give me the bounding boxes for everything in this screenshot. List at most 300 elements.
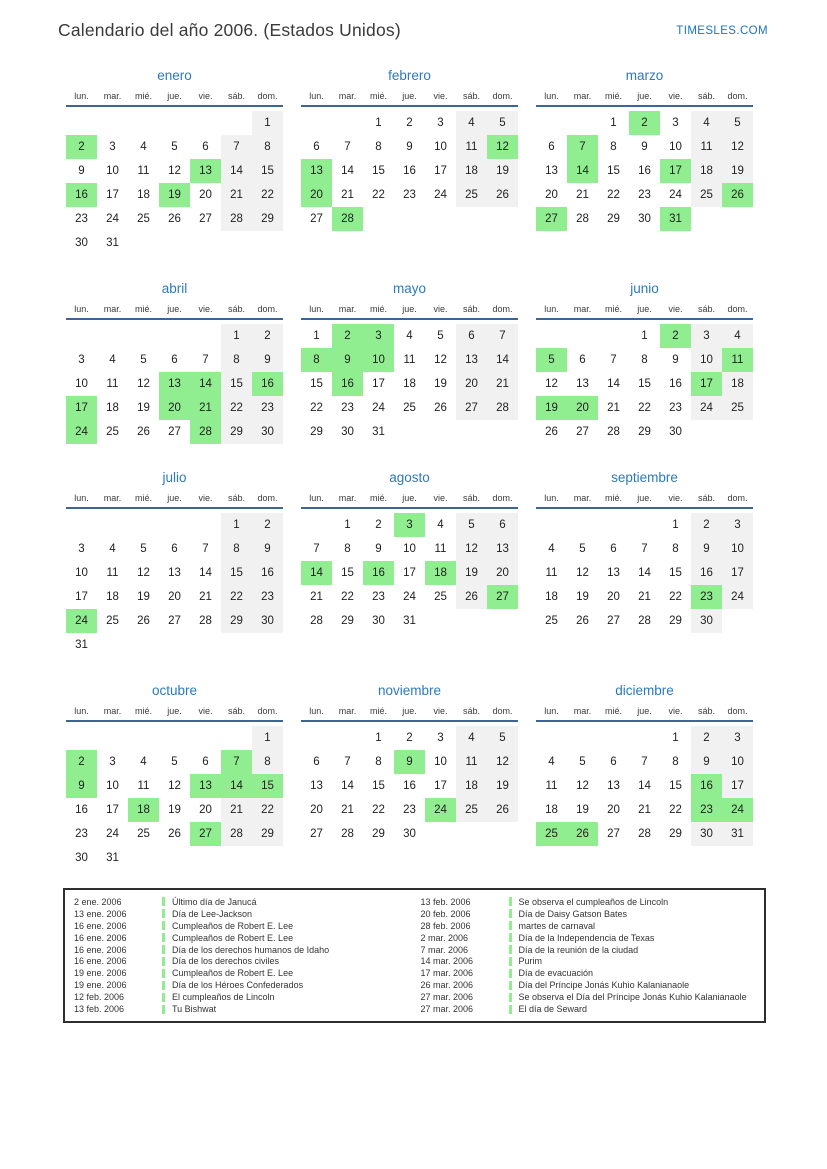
day-cell: 8 bbox=[344, 543, 351, 555]
empty-day-cell bbox=[722, 420, 753, 444]
day-cell: 20 bbox=[607, 804, 620, 816]
day-cell: 26 bbox=[168, 828, 181, 840]
day-cell: 9 bbox=[406, 141, 413, 153]
holiday-marker-icon bbox=[162, 897, 165, 906]
day-cell: 2 bbox=[66, 135, 97, 159]
day-cell: 27 bbox=[310, 213, 323, 225]
day-cell: 1 bbox=[375, 117, 382, 129]
weekday-header: dom. bbox=[492, 304, 513, 314]
holiday-marker-icon bbox=[509, 969, 512, 978]
weekday-header: vie. bbox=[668, 706, 683, 716]
empty-day-cell bbox=[487, 420, 518, 444]
holiday-marker-icon bbox=[509, 933, 512, 942]
day-cell: 22 bbox=[252, 798, 283, 822]
month-header-rule bbox=[301, 318, 518, 320]
day-cell: 9 bbox=[66, 774, 97, 798]
empty-day-cell bbox=[97, 324, 128, 348]
legend-date: 19 ene. 2006 bbox=[74, 980, 127, 991]
day-cell: 27 bbox=[607, 828, 620, 840]
day-cell: 4 bbox=[437, 519, 444, 531]
month-header-rule bbox=[66, 318, 283, 320]
legend-date: 7 mar. 2006 bbox=[420, 944, 469, 955]
day-cell: 15 bbox=[252, 774, 283, 798]
day-cell: 16 bbox=[252, 561, 283, 585]
weekday-header-row bbox=[301, 304, 518, 318]
day-cell: 12 bbox=[456, 537, 487, 561]
day-cell: 11 bbox=[545, 567, 558, 579]
day-cell: 20 bbox=[545, 189, 558, 201]
legend-holiday-name: martes de carnaval bbox=[518, 920, 596, 931]
day-cell: 4 bbox=[406, 330, 413, 342]
weekday-header: jue. bbox=[167, 493, 182, 503]
day-cell: 25 bbox=[434, 591, 447, 603]
day-cell: 25 bbox=[137, 828, 150, 840]
weekday-header: mié. bbox=[369, 493, 387, 503]
day-cell: 30 bbox=[252, 420, 283, 444]
day-cell: 4 bbox=[109, 354, 116, 366]
holiday-marker-icon bbox=[509, 993, 512, 1002]
day-cell: 15 bbox=[669, 780, 682, 792]
day-cell: 10 bbox=[106, 165, 119, 177]
weekday-header: dom. bbox=[492, 493, 513, 503]
empty-day-cell bbox=[159, 633, 190, 657]
day-cell: 21 bbox=[221, 798, 252, 822]
legend-item bbox=[421, 1003, 757, 1015]
day-cell: 15 bbox=[221, 561, 252, 585]
weekday-header: dom. bbox=[727, 493, 748, 503]
weekday-header: jue. bbox=[637, 706, 652, 716]
day-cell: 11 bbox=[545, 780, 558, 792]
empty-day-cell bbox=[97, 633, 128, 657]
day-cell: 13 bbox=[159, 372, 190, 396]
day-cell: 25 bbox=[106, 426, 119, 438]
day-cell: 2 bbox=[332, 324, 363, 348]
day-cell: 1 bbox=[221, 513, 252, 537]
day-cell: 12 bbox=[168, 165, 181, 177]
day-cell: 24 bbox=[669, 189, 682, 201]
day-cell: 10 bbox=[434, 756, 447, 768]
day-cell: 22 bbox=[638, 402, 651, 414]
day-cell: 21 bbox=[221, 183, 252, 207]
day-cell: 17 bbox=[434, 780, 447, 792]
day-cell: 25 bbox=[403, 402, 416, 414]
day-cell: 20 bbox=[607, 591, 620, 603]
day-cell: 12 bbox=[722, 135, 753, 159]
weekday-header: vie. bbox=[198, 706, 213, 716]
day-cell: 4 bbox=[456, 111, 487, 135]
month-header-rule bbox=[301, 507, 518, 509]
day-cell: 22 bbox=[372, 189, 385, 201]
days-grid-septiembre bbox=[536, 513, 753, 633]
day-cell: 14 bbox=[190, 372, 221, 396]
day-cell: 12 bbox=[487, 750, 518, 774]
month-title-marzo: marzo bbox=[625, 68, 664, 83]
day-cell: 21 bbox=[607, 402, 620, 414]
day-cell: 6 bbox=[610, 756, 617, 768]
day-cell: 29 bbox=[252, 207, 283, 231]
legend-holiday-name: Último día de Janucá bbox=[172, 896, 257, 907]
day-cell: 17 bbox=[106, 189, 119, 201]
empty-day-cell bbox=[332, 726, 363, 750]
month-junio bbox=[536, 281, 753, 444]
day-cell: 5 bbox=[140, 543, 147, 555]
day-cell: 13 bbox=[301, 159, 332, 183]
day-cell: 27 bbox=[168, 615, 181, 627]
weekday-header: sáb. bbox=[697, 304, 715, 314]
day-cell: 19 bbox=[159, 183, 190, 207]
weekday-header: mar. bbox=[573, 493, 592, 503]
day-cell: 25 bbox=[456, 798, 487, 822]
day-cell: 18 bbox=[456, 159, 487, 183]
holiday-marker-icon bbox=[509, 921, 512, 930]
weekday-header: mar. bbox=[338, 493, 357, 503]
legend-item bbox=[74, 979, 410, 991]
day-cell: 19 bbox=[137, 402, 150, 414]
day-cell: 31 bbox=[722, 822, 753, 846]
empty-day-cell bbox=[487, 822, 518, 846]
holiday-marker-icon bbox=[162, 993, 165, 1002]
day-cell: 30 bbox=[341, 426, 354, 438]
day-cell: 6 bbox=[610, 543, 617, 555]
day-cell: 26 bbox=[545, 426, 558, 438]
empty-day-cell bbox=[536, 324, 567, 348]
day-cell: 20 bbox=[199, 804, 212, 816]
day-cell: 8 bbox=[375, 141, 382, 153]
day-cell: 27 bbox=[536, 207, 567, 231]
day-cell: 12 bbox=[576, 780, 589, 792]
month-octubre bbox=[66, 683, 283, 870]
legend-holiday-name: Día de Daisy Gatson Bates bbox=[518, 908, 628, 919]
day-cell: 17 bbox=[372, 378, 385, 390]
month-title-abril: abril bbox=[161, 281, 188, 296]
day-cell: 22 bbox=[252, 183, 283, 207]
day-cell: 29 bbox=[607, 213, 620, 225]
days-grid-agosto bbox=[301, 513, 518, 633]
holiday-marker-icon bbox=[162, 945, 165, 954]
day-cell: 5 bbox=[140, 354, 147, 366]
day-cell: 5 bbox=[487, 111, 518, 135]
day-cell: 8 bbox=[252, 750, 283, 774]
day-cell: 31 bbox=[75, 639, 88, 651]
day-cell: 23 bbox=[691, 798, 722, 822]
empty-day-cell bbox=[190, 846, 221, 870]
day-cell: 11 bbox=[722, 348, 753, 372]
day-cell: 26 bbox=[487, 183, 518, 207]
day-cell: 8 bbox=[301, 348, 332, 372]
day-cell: 11 bbox=[691, 135, 722, 159]
legend-item bbox=[74, 932, 410, 944]
day-cell: 6 bbox=[202, 141, 209, 153]
weekday-header-row bbox=[536, 493, 753, 507]
day-cell: 26 bbox=[168, 213, 181, 225]
day-cell: 16 bbox=[403, 780, 416, 792]
day-cell: 21 bbox=[310, 591, 323, 603]
day-cell: 11 bbox=[137, 780, 150, 792]
day-cell: 29 bbox=[221, 609, 252, 633]
days-grid-noviembre bbox=[301, 726, 518, 846]
day-cell: 10 bbox=[106, 780, 119, 792]
day-cell: 4 bbox=[140, 141, 147, 153]
day-cell: 17 bbox=[66, 396, 97, 420]
day-cell: 6 bbox=[171, 354, 178, 366]
weekday-header-row bbox=[536, 304, 753, 318]
weekday-header: dom. bbox=[257, 706, 278, 716]
day-cell: 14 bbox=[301, 561, 332, 585]
day-cell: 6 bbox=[171, 543, 178, 555]
legend-holiday-name: Cumpleaños de Robert E. Lee bbox=[172, 932, 294, 943]
day-cell: 5 bbox=[437, 330, 444, 342]
day-cell: 3 bbox=[437, 732, 444, 744]
day-cell: 20 bbox=[456, 372, 487, 396]
legend-holiday-name: Día de Lee-Jackson bbox=[172, 908, 253, 919]
day-cell: 7 bbox=[567, 135, 598, 159]
weekday-header: jue. bbox=[637, 91, 652, 101]
day-cell: 11 bbox=[456, 135, 487, 159]
empty-day-cell bbox=[159, 513, 190, 537]
day-cell: 30 bbox=[669, 426, 682, 438]
day-cell: 2 bbox=[252, 324, 283, 348]
weekday-header: vie. bbox=[433, 304, 448, 314]
weekday-header: lun. bbox=[309, 304, 324, 314]
month-header-rule bbox=[301, 105, 518, 107]
site-link[interactable]: TIMESLES.COM bbox=[676, 25, 768, 37]
day-cell: 22 bbox=[310, 402, 323, 414]
month-header-rule bbox=[536, 318, 753, 320]
holiday-marker-icon bbox=[162, 909, 165, 918]
day-cell: 30 bbox=[75, 237, 88, 249]
weekday-header: jue. bbox=[167, 304, 182, 314]
empty-day-cell bbox=[128, 231, 159, 255]
weekday-header: lun. bbox=[74, 91, 89, 101]
day-cell: 8 bbox=[641, 354, 648, 366]
day-cell: 14 bbox=[221, 159, 252, 183]
day-cell: 24 bbox=[106, 213, 119, 225]
day-cell: 11 bbox=[456, 750, 487, 774]
day-cell: 1 bbox=[610, 117, 617, 129]
day-cell: 18 bbox=[106, 591, 119, 603]
day-cell: 3 bbox=[394, 513, 425, 537]
weekday-header: vie. bbox=[198, 304, 213, 314]
empty-day-cell bbox=[598, 324, 629, 348]
holiday-marker-icon bbox=[162, 981, 165, 990]
holiday-marker-icon bbox=[162, 933, 165, 942]
day-cell: 22 bbox=[221, 396, 252, 420]
day-cell: 17 bbox=[660, 159, 691, 183]
empty-day-cell bbox=[487, 207, 518, 231]
day-cell: 4 bbox=[140, 756, 147, 768]
holiday-marker-icon bbox=[509, 957, 512, 966]
day-cell: 7 bbox=[221, 135, 252, 159]
legend-item bbox=[74, 944, 410, 956]
weekday-header: vie. bbox=[433, 493, 448, 503]
weekday-header: dom. bbox=[257, 304, 278, 314]
days-grid-marzo bbox=[536, 111, 753, 231]
weekday-header: jue. bbox=[167, 91, 182, 101]
weekday-header-row bbox=[66, 91, 283, 105]
day-cell: 3 bbox=[437, 117, 444, 129]
weekday-header: sáb. bbox=[697, 91, 715, 101]
day-cell: 21 bbox=[190, 396, 221, 420]
legend-item bbox=[74, 908, 410, 920]
empty-day-cell bbox=[190, 324, 221, 348]
legend-date: 14 mar. 2006 bbox=[420, 956, 474, 967]
day-cell: 9 bbox=[78, 165, 85, 177]
empty-day-cell bbox=[221, 726, 252, 750]
empty-day-cell bbox=[301, 111, 332, 135]
day-cell: 8 bbox=[252, 135, 283, 159]
day-cell: 21 bbox=[341, 189, 354, 201]
weekday-header: mié. bbox=[604, 493, 622, 503]
day-cell: 31 bbox=[403, 615, 416, 627]
legend-date: 26 mar. 2006 bbox=[420, 980, 474, 991]
weekday-header-row bbox=[536, 706, 753, 720]
legend-holiday-name: Cumpleaños de Robert E. Lee bbox=[172, 920, 294, 931]
day-cell: 23 bbox=[669, 402, 682, 414]
empty-day-cell bbox=[456, 609, 487, 633]
day-cell: 18 bbox=[128, 798, 159, 822]
day-cell: 26 bbox=[722, 183, 753, 207]
day-cell: 14 bbox=[221, 774, 252, 798]
day-cell: 28 bbox=[487, 396, 518, 420]
empty-day-cell bbox=[394, 420, 425, 444]
day-cell: 25 bbox=[137, 213, 150, 225]
day-cell: 17 bbox=[434, 165, 447, 177]
month-marzo bbox=[536, 68, 753, 255]
holiday-marker-icon bbox=[509, 981, 512, 990]
empty-day-cell bbox=[128, 633, 159, 657]
day-cell: 28 bbox=[638, 615, 651, 627]
weekday-header: sáb. bbox=[462, 493, 480, 503]
weekday-header: mié. bbox=[604, 706, 622, 716]
weekday-header: lun. bbox=[309, 706, 324, 716]
weekday-header: lun. bbox=[544, 91, 559, 101]
day-cell: 28 bbox=[332, 207, 363, 231]
empty-day-cell bbox=[66, 513, 97, 537]
day-cell: 5 bbox=[171, 756, 178, 768]
legend-holiday-name: Se observa el cumpleaños de Lincoln bbox=[518, 896, 669, 907]
month-title-octubre: octubre bbox=[151, 683, 198, 698]
day-cell: 9 bbox=[641, 141, 648, 153]
month-febrero bbox=[301, 68, 518, 255]
day-cell: 17 bbox=[722, 561, 753, 585]
empty-day-cell bbox=[221, 231, 252, 255]
day-cell: 21 bbox=[576, 189, 589, 201]
weekday-header: sáb. bbox=[697, 706, 715, 716]
day-cell: 18 bbox=[106, 402, 119, 414]
day-cell: 12 bbox=[137, 378, 150, 390]
weekday-header: mié. bbox=[369, 304, 387, 314]
day-cell: 10 bbox=[722, 537, 753, 561]
day-cell: 6 bbox=[313, 756, 320, 768]
day-cell: 16 bbox=[332, 372, 363, 396]
day-cell: 19 bbox=[487, 159, 518, 183]
day-cell: 22 bbox=[607, 189, 620, 201]
weekday-header: lun. bbox=[309, 91, 324, 101]
day-cell: 12 bbox=[576, 567, 589, 579]
month-header-rule bbox=[536, 720, 753, 722]
day-cell: 31 bbox=[106, 237, 119, 249]
empty-day-cell bbox=[425, 420, 456, 444]
day-cell: 15 bbox=[607, 165, 620, 177]
month-title-agosto: agosto bbox=[389, 470, 430, 485]
empty-day-cell bbox=[456, 207, 487, 231]
day-cell: 19 bbox=[722, 159, 753, 183]
legend-holiday-name: El día de Seward bbox=[518, 1004, 588, 1015]
day-cell: 15 bbox=[669, 567, 682, 579]
empty-day-cell bbox=[221, 633, 252, 657]
days-grid-junio bbox=[536, 324, 753, 444]
day-cell: 26 bbox=[567, 822, 598, 846]
weekday-header: mar. bbox=[103, 493, 122, 503]
day-cell: 7 bbox=[641, 543, 648, 555]
months-grid bbox=[66, 68, 753, 870]
weekday-header-row bbox=[66, 706, 283, 720]
day-cell: 13 bbox=[545, 165, 558, 177]
empty-day-cell bbox=[301, 726, 332, 750]
day-cell: 20 bbox=[310, 804, 323, 816]
weekday-header: sáb. bbox=[227, 493, 245, 503]
empty-day-cell bbox=[691, 207, 722, 231]
day-cell: 25 bbox=[722, 396, 753, 420]
day-cell: 13 bbox=[168, 567, 181, 579]
day-cell: 5 bbox=[579, 756, 586, 768]
day-cell: 8 bbox=[610, 141, 617, 153]
legend-item bbox=[74, 1003, 410, 1015]
day-cell: 10 bbox=[691, 348, 722, 372]
day-cell: 28 bbox=[607, 426, 620, 438]
day-cell: 15 bbox=[372, 780, 385, 792]
month-title-mayo: mayo bbox=[392, 281, 426, 296]
day-cell: 24 bbox=[106, 828, 119, 840]
weekday-header-row bbox=[66, 304, 283, 318]
legend-date: 16 ene. 2006 bbox=[74, 920, 127, 931]
day-cell: 30 bbox=[372, 615, 385, 627]
day-cell: 23 bbox=[691, 585, 722, 609]
month-header-rule bbox=[301, 720, 518, 722]
empty-day-cell bbox=[190, 513, 221, 537]
day-cell: 5 bbox=[487, 726, 518, 750]
day-cell: 1 bbox=[344, 519, 351, 531]
month-title-diciembre: diciembre bbox=[615, 683, 674, 698]
month-title-febrero: febrero bbox=[388, 68, 431, 83]
weekday-header: mar. bbox=[103, 706, 122, 716]
day-cell: 12 bbox=[137, 567, 150, 579]
day-cell: 1 bbox=[375, 732, 382, 744]
day-cell: 6 bbox=[313, 141, 320, 153]
day-cell: 23 bbox=[403, 189, 416, 201]
weekday-header: sáb. bbox=[227, 706, 245, 716]
month-header-rule bbox=[66, 720, 283, 722]
day-cell: 24 bbox=[691, 396, 722, 420]
day-cell: 2 bbox=[406, 732, 413, 744]
legend-date: 2 ene. 2006 bbox=[74, 896, 122, 907]
day-cell: 5 bbox=[579, 543, 586, 555]
days-grid-octubre bbox=[66, 726, 283, 870]
day-cell: 19 bbox=[434, 378, 447, 390]
empty-day-cell bbox=[97, 111, 128, 135]
day-cell: 16 bbox=[363, 561, 394, 585]
day-cell: 4 bbox=[109, 543, 116, 555]
weekday-header: vie. bbox=[433, 706, 448, 716]
legend-holiday-name: Día de evacuación bbox=[518, 968, 594, 979]
legend-date: 28 feb. 2006 bbox=[420, 920, 471, 931]
day-cell: 4 bbox=[456, 726, 487, 750]
day-cell: 19 bbox=[456, 561, 487, 585]
legend-item bbox=[421, 920, 757, 932]
weekday-header: vie. bbox=[668, 91, 683, 101]
weekday-header: mar. bbox=[338, 706, 357, 716]
day-cell: 7 bbox=[313, 543, 320, 555]
